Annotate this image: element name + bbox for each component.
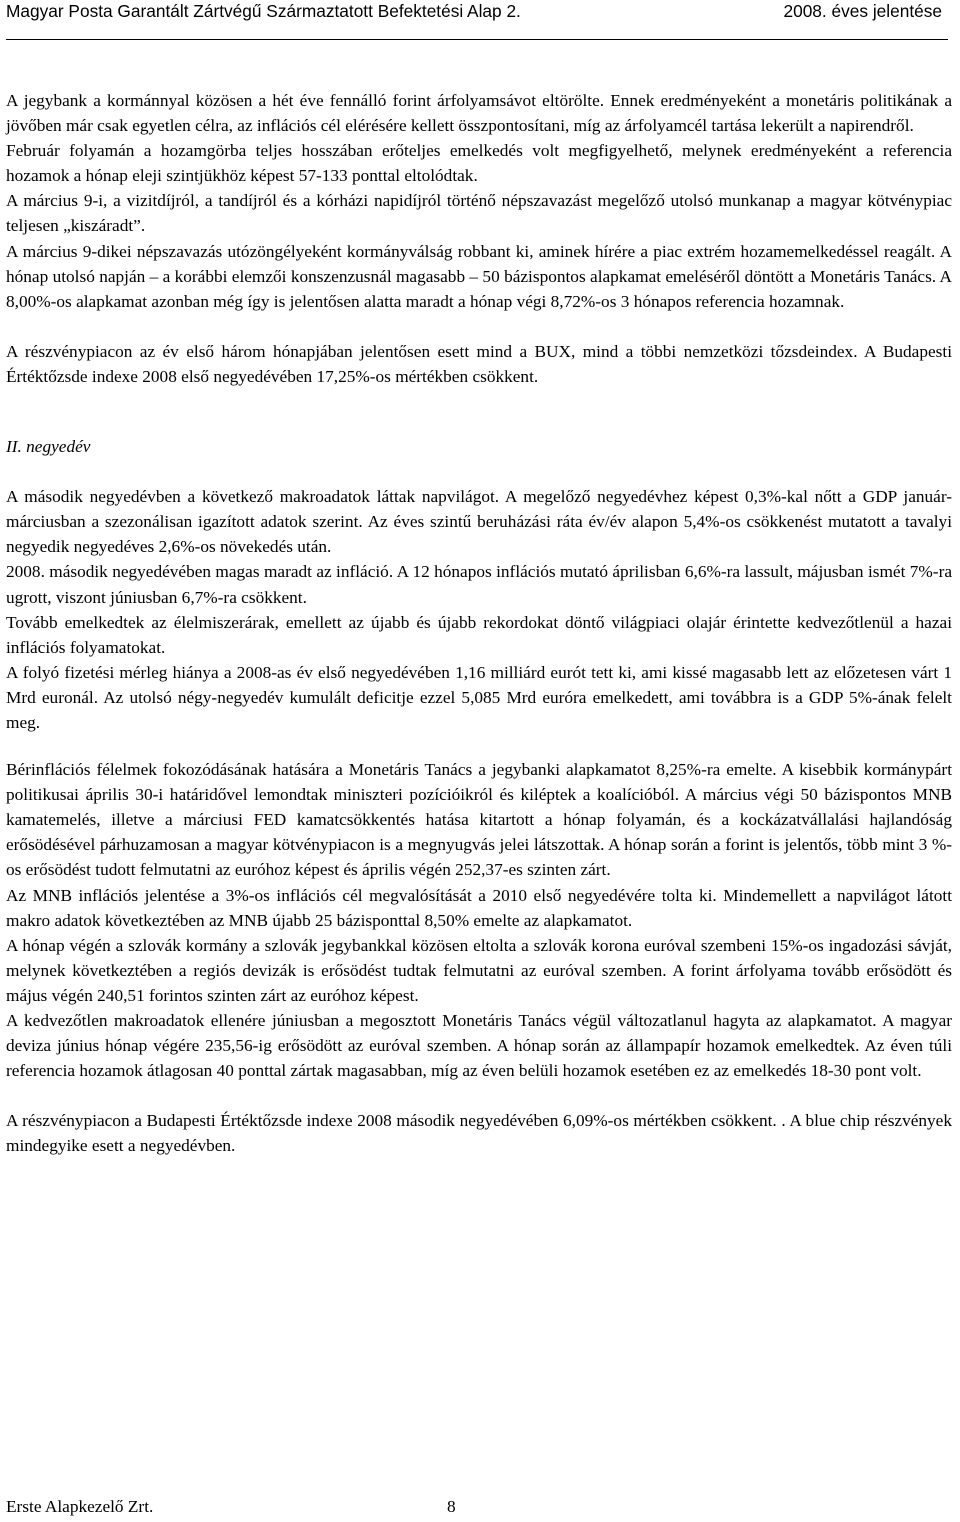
header-report-title: 2008. éves jelentése bbox=[783, 1, 942, 21]
paragraph-referendum: A március 9-i, a vizitdíjról, a tandíjról és a kórházi napidíjról történő népszavazást megelőző utolsó munkanap a magyar kötvénypiac teljesen „kiszáradt”. bbox=[6, 191, 952, 236]
paragraph-currency-band: A jegybank a kormánnyal közösen a hét éve fennálló forint árfolyamsávot eltörölte. Ennek eredményeként a monetáris politikának a jövőben már csak egyetlen célra, az inflációs cél elérésére kellett összpontosítani, míg az árfolyamcél tartása lekerült a napirendről. bbox=[6, 91, 952, 136]
paragraph-slovak-band: A hónap végén a szlovák kormány a szlovák jegybankkal közösen eltolta a szlovák korona euróval szembeni 15%-os ingadozási sávját, melynek következtében a regiós devizák is erősödést tudtak felmutatni az euróval szemben. A forint árfolyama tovább erősödött és május végén 240,51 forintos szinten zárt az euróhoz képest. bbox=[6, 935, 952, 1005]
paragraph-q2-inflation: 2008. második negyedévében magas maradt az infláció. A 12 hónapos inflációs mutató áprilisban 6,6%-ra lassult, májusban ismét 7%-ra ugrott, viszont júniusban 6,7%-ra csökkent. bbox=[6, 562, 952, 607]
paragraph-government-crisis: A március 9-dikei népszavazás utózöngélyeként kormányválság robbant ki, aminek hírére a piac extrém hozamemelkedéssel reagált. A hónap utolsó napján – a korábbi elemzői konszenzusnál magasabb – 50 bázispontos alapkamat emeléséről döntött a Monetáris Tanács. A 8,00%-os alapkamat azonban még így is jelentősen alatta maradt a hónap végi 8,72%-os 3 hónapos referencia hozamnak. bbox=[6, 241, 952, 311]
paragraph-q2-macro: A második negyedévben a következő makroadatok láttak napvilágot. A megelőző negyedévhez képest 0,3%-kal nőtt a GDP január-márciusban a szezonálisan igazított adatok szerint. Az éves szintű beruházási ráta év/év alapon 5,4%-os csökkenést mutatott a tavalyi negyedik negyedéves 2,6%-os növekedés után. bbox=[6, 487, 952, 557]
header-divider bbox=[6, 39, 948, 40]
paragraph-q2-food-prices: Tovább emelkedtek az élelmiszerárak, emellett az újabb és újabb rekordokat döntő világpiaci olajár érintette kedvezőtlenül a hazai inflációs folyamatokat. bbox=[6, 612, 952, 657]
paragraph-q2-equities: A részvénypiacon a Budapesti Értéktőzsde indexe 2008 második negyedévében 6,09%-os mértékben csökkent. . A blue chip részvények mindegyike esett a negyedévben. bbox=[6, 1111, 952, 1156]
page-header bbox=[6, 0, 942, 28]
header-fund-name: Magyar Posta Garantált Zártvégű Származtatott Befektetési Alap 2. bbox=[6, 1, 521, 21]
paragraph-june-events: A kedvezőtlen makroadatok ellenére júniusban a megosztott Monetáris Tanács végül változatlanul hagyta az alapkamatot. A magyar deviza június hónap végére 235,56-ig erősödött az euróval szemben. A hónap során az állampapír hozamok emelkedtek. Az éven túli referencia hozamok átlagosan 40 ponttal zártak magasabban, míg az éven belüli hozamok esetében ez az emelkedés 18-30 pont volt. bbox=[6, 1011, 952, 1081]
paragraph-q1-equities: A részvénypiacon az év első három hónapjában jelentősen esett mind a BUX, mind a többi nemzetközi tőzsdeindex. A Budapesti Értéktőzsde indexe 2008 első negyedévében 17,25%-os mértékben csökkent. bbox=[6, 341, 952, 386]
paragraph-may-mnb: Az MNB inflációs jelentése a 3%-os inflációs cél megvalósítását a 2010 első negyedévére tolta ki. Mindemellett a napvilágot látott makro adatok következtében az MNB újabb 25 bázisponttal 8,50% emelte az alapkamatot. bbox=[6, 885, 952, 930]
paragraph-april-events: Bérinflációs félelmek fokozódásának hatására a Monetáris Tanács a jegybanki alapkamatot 8,25%-ra emelte. A kisebbik kormánypárt politikusai április 30-i határidővel lemondtak miniszteri pozícióikról és kiléptek a koalícióból. A március végi 50 bázispontos MNB kamatemelés, illetve a márciusi FED kamatcsökkentés hatása kitartott a hónap folyamán, és a kockázatvállalási hajlandóság erősödésével párhuzamosan a magyar kötvénypiacon is a megnyugvás jelei látszottak. A hónap során a forint is jelentős, több mint 3 %-os erősödést tudott felmutatni az euróhoz képest és április végén 252,37-es szinten zárt. bbox=[6, 760, 952, 880]
paragraph-february-yields: Február folyamán a hozamgörba teljes hosszában erőteljes emelkedés volt megfigyelhető, melynek eredményeként a referencia hozamok a hónap eleji szintjükhöz képest 57-133 ponttal eltolódtak. bbox=[6, 141, 952, 186]
footer-page-number: 8 bbox=[447, 1497, 456, 1516]
paragraph-q2-current-account: A folyó fizetési mérleg hiánya a 2008-as év első negyedévében 1,16 milliárd eurót tett ki, ami kissé magasabb lett az előzetesen várt 1 Mrd euronál. Az utolsó négy-negyedév kumulált deficitje ezzel 5,085 Mrd euróra emelkedett, ami továbbra is a GDP 5%-ának felelt meg. bbox=[6, 662, 952, 732]
document-body bbox=[6, 88, 952, 1158]
footer-company: Erste Alapkezelő Zrt. bbox=[6, 1497, 154, 1516]
section-title-q2: II. negyedév bbox=[6, 437, 91, 457]
